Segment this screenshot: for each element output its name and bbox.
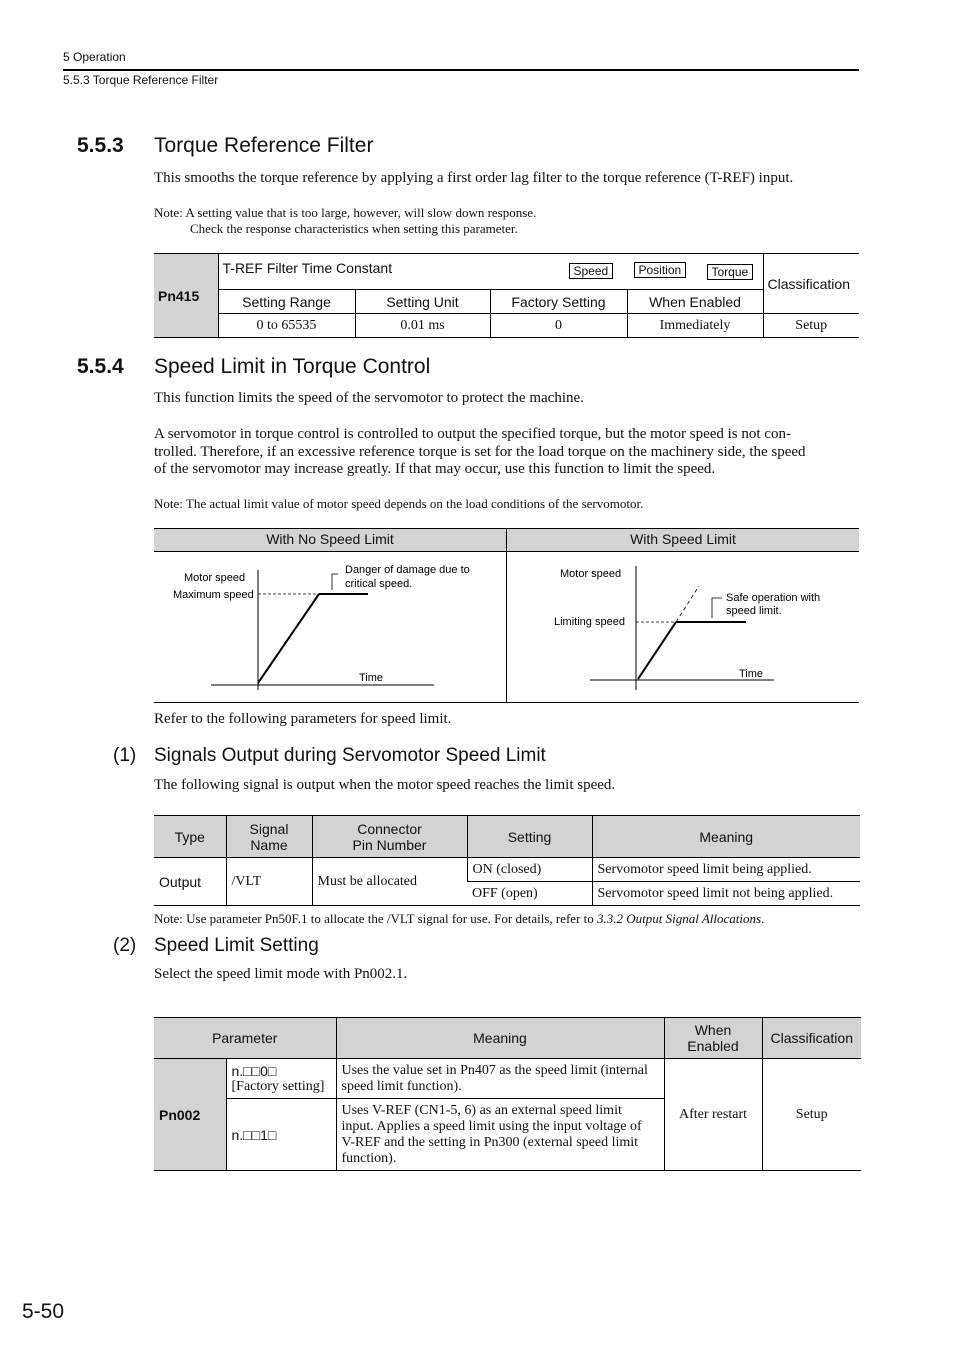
paragraph: This function limits the speed of the servomotor to protect the machine. xyxy=(154,390,584,406)
paragraph: The following signal is output when the motor speed reaches the limit speed. xyxy=(154,777,616,793)
setting-unit-header: Setting Unit xyxy=(355,290,490,314)
meaning-line: V-REF and the setting in Pn300 (external speed limit xyxy=(341,1134,639,1150)
time-label: Time xyxy=(739,668,764,680)
page-number: 5-50 xyxy=(22,1300,65,1323)
setting-cell: n.□□1□ xyxy=(226,1099,336,1171)
parameter-header: Parameter xyxy=(154,1018,336,1059)
header-line: Name xyxy=(250,836,288,853)
meaning-line: function). xyxy=(341,1150,397,1166)
classification-value: Setup xyxy=(763,314,859,338)
subsection-label: (1) xyxy=(113,745,137,766)
note-line: Note: The actual limit value of motor speed depends on the load conditions of the servomotor. xyxy=(154,496,644,511)
motor-speed-label: Motor speed xyxy=(560,568,622,580)
motor-speed-label: Motor speed xyxy=(184,572,246,584)
danger-leader xyxy=(332,574,338,590)
signal-cell: /VLT xyxy=(226,858,312,906)
figure-header-right: With Speed Limit xyxy=(630,531,736,547)
safe-label: speed limit. xyxy=(726,605,782,617)
section-intro: This smooths the torque reference by applying a first order lag filter to the torque reference (T-REF) input. xyxy=(154,170,794,186)
pn415-table xyxy=(154,253,859,338)
when-enabled-value: Immediately xyxy=(627,314,763,338)
time-label: Time xyxy=(359,672,384,684)
safe-leader xyxy=(712,598,722,618)
section-title: Torque Reference Filter xyxy=(154,134,374,157)
paragraph: Select the speed limit mode with Pn002.1. xyxy=(154,966,408,982)
setting-on-cell: ON (closed) xyxy=(467,858,592,882)
unlimited-projection xyxy=(676,586,699,622)
meaning-line: Uses V-REF (CN1-5, 6) as an external speed limit xyxy=(341,1102,622,1118)
speed-limit-figure xyxy=(154,528,859,703)
speed-limit-setting-table xyxy=(154,1017,861,1171)
meaning-header: Meaning xyxy=(592,816,860,858)
header-rule xyxy=(63,69,859,71)
type-cell: Output xyxy=(154,858,226,906)
mode-tag-torque: Torque xyxy=(707,264,754,280)
classification-header: Classification xyxy=(762,1018,861,1059)
classification-header: Classification xyxy=(763,254,859,314)
factory-setting-header: Factory Setting xyxy=(490,290,627,314)
setting-cell xyxy=(226,1059,336,1099)
meaning-on-cell: Servomotor speed limit being applied. xyxy=(592,858,860,882)
speed-ramp xyxy=(638,622,676,679)
param-name-cell xyxy=(218,254,763,290)
section-number: 5.5.4 xyxy=(77,355,124,378)
safe-label: Safe operation with xyxy=(726,592,821,604)
type-header: Type xyxy=(154,816,226,858)
connector-cell: Must be allocated xyxy=(312,858,467,906)
running-header-chapter: 5 Operation xyxy=(63,50,126,64)
connector-header xyxy=(312,816,467,858)
setting-range-value: 0 to 65535 xyxy=(218,314,355,338)
setting-code: n.□□0□ xyxy=(231,1062,277,1079)
figure-graphs xyxy=(154,528,859,703)
mode-tag-speed: Speed xyxy=(569,263,614,279)
when-enabled-header xyxy=(664,1018,762,1059)
note-reference-link[interactable]: 3.3.2 Output Signal Allocations xyxy=(597,911,762,926)
speed-ramp xyxy=(258,594,319,683)
param-cell: Pn415 xyxy=(154,254,218,338)
meaning-line: input. Applies a speed limit using the input voltage of xyxy=(341,1118,642,1134)
signal-name-header xyxy=(226,816,312,858)
paragraph-line: A servomotor in torque control is controlled to output the specified torque, but the motor speed is not con- xyxy=(154,426,791,442)
section-heading-553 xyxy=(77,134,124,158)
meaning-cell xyxy=(336,1099,664,1171)
classification-cell: Setup xyxy=(762,1059,861,1171)
paragraph: Refer to the following parameters for speed limit. xyxy=(154,711,452,727)
note-text: Note: Use parameter Pn50F.1 to allocate the /VLT signal for use. For details, refer to xyxy=(154,911,598,926)
setting-header: Setting xyxy=(467,816,592,858)
setting-off-cell: OFF (open) xyxy=(467,882,592,906)
note-text: . xyxy=(761,911,765,926)
subsection-title: Speed Limit Setting xyxy=(154,935,319,956)
param-name: T-REF Filter Time Constant xyxy=(222,260,393,276)
graph-no-limit xyxy=(173,564,470,690)
when-enabled-header: When Enabled xyxy=(627,290,763,314)
setting-range-header: Setting Range xyxy=(218,290,355,314)
mode-tag-position: Position xyxy=(634,262,687,278)
paragraph-line: trolled. Therefore, if an excessive reference torque is set for the load torque on the machinery side, the speed xyxy=(154,443,806,460)
header-line: Pin Number xyxy=(352,836,427,853)
note-line: Note: A setting value that is too large, however, will slow down response. xyxy=(154,205,537,220)
meaning-line: Uses the value set in Pn407 as the speed limit (internal xyxy=(341,1062,648,1078)
header-line: Connector xyxy=(357,820,422,837)
signal-table xyxy=(154,815,860,906)
meaning-line: speed limit function). xyxy=(341,1078,462,1094)
meaning-off-cell: Servomotor speed limit not being applied. xyxy=(592,882,860,906)
section-number: 5.5.3 xyxy=(77,134,124,157)
danger-label: Danger of damage due to xyxy=(345,564,470,576)
subsection-label: (2) xyxy=(113,935,137,956)
danger-label: critical speed. xyxy=(345,578,413,590)
figure-header-left: With No Speed Limit xyxy=(266,531,394,547)
header-line: Signal xyxy=(249,820,289,837)
meaning-cell xyxy=(336,1059,664,1099)
graph-with-limit xyxy=(554,566,820,690)
paragraph-line: of the servomotor may increase greatly. If that may occur, use this function to limit the speed. xyxy=(154,461,716,477)
factory-setting-value: 0 xyxy=(490,314,627,338)
subsection-title: Signals Output during Servomotor Speed Limit xyxy=(154,745,546,766)
setting-unit-value: 0.01 ms xyxy=(355,314,490,338)
signal-note xyxy=(154,911,764,927)
max-speed-label: Maximum speed xyxy=(173,589,254,601)
header-line: When xyxy=(694,1022,732,1038)
running-header-section: 5.5.3 Torque Reference Filter xyxy=(63,73,219,87)
note-line: Check the response characteristics when setting this parameter. xyxy=(190,221,518,236)
section-title: Speed Limit in Torque Control xyxy=(154,355,431,378)
when-enabled-cell: After restart xyxy=(664,1059,762,1171)
param-cell: Pn002 xyxy=(154,1059,226,1171)
limiting-speed-label: Limiting speed xyxy=(554,616,625,628)
meaning-header: Meaning xyxy=(336,1018,664,1059)
header-line: Enabled xyxy=(687,1038,739,1054)
factory-setting-label: [Factory setting] xyxy=(231,1078,325,1094)
